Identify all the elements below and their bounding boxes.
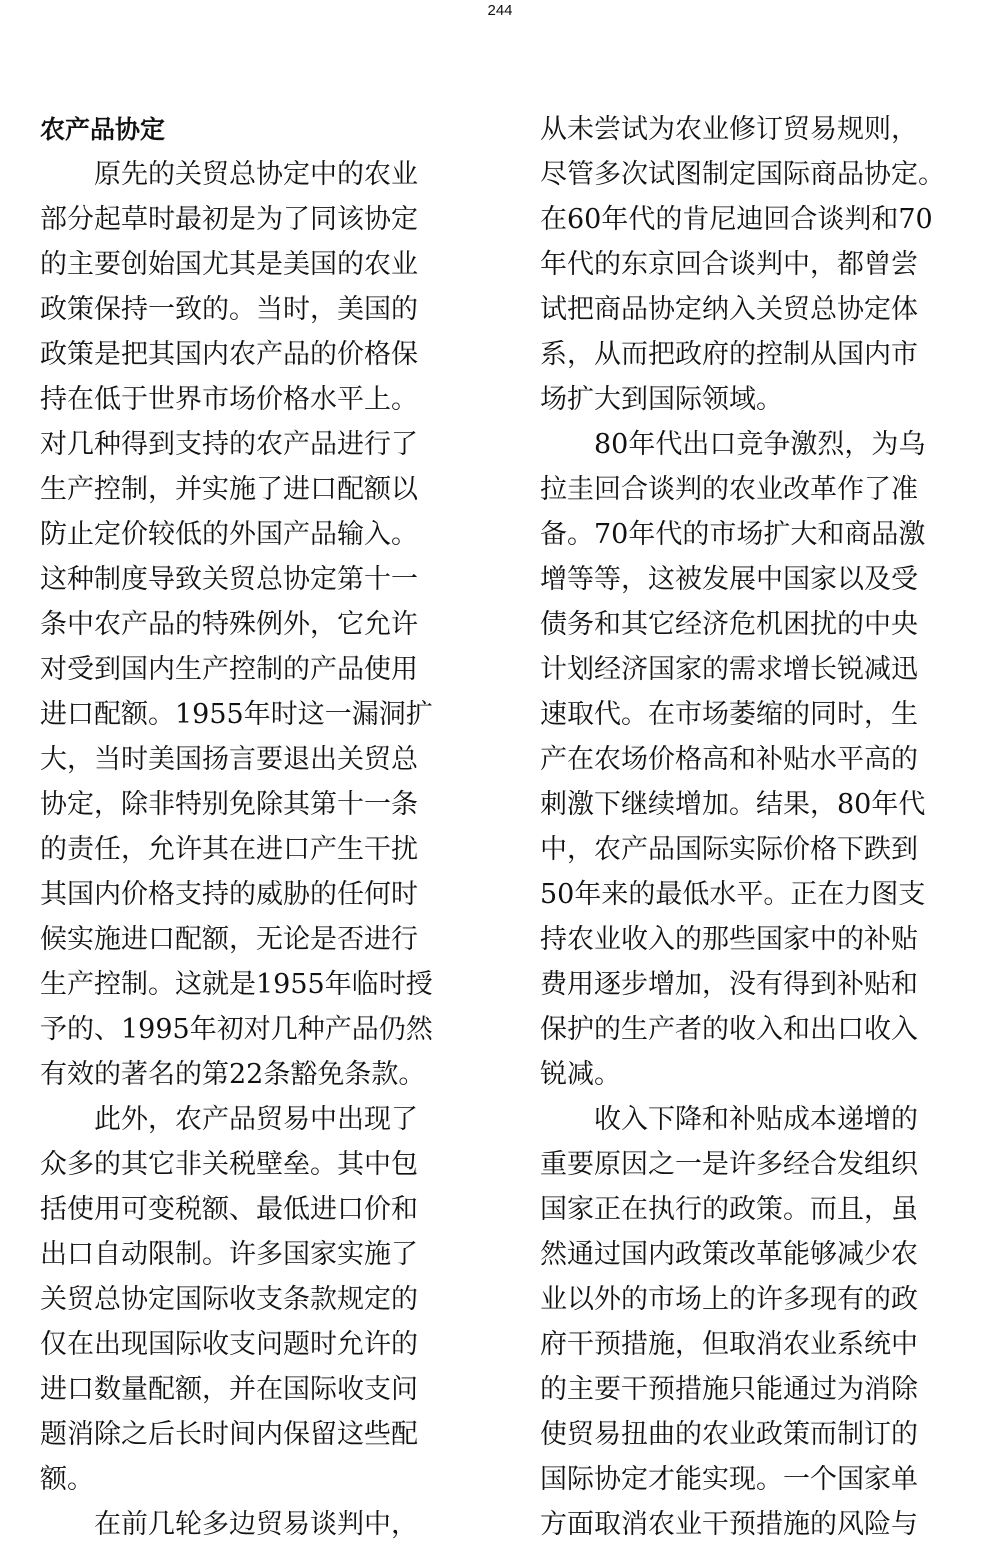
text-line: 括使用可变税额、最低进口价和 xyxy=(40,1194,418,1225)
text-line: 大，当时美国扬言要退出关贸总 xyxy=(40,744,418,775)
section-heading: 农产品协定 xyxy=(40,115,166,144)
text-line: 予的、1995年初对几种产品仍然 xyxy=(40,1014,433,1045)
text-line: 锐减。 xyxy=(540,1059,621,1090)
text-line: 部分起草时最初是为了同该协定 xyxy=(40,204,418,235)
text-line: 进口数量配额，并在国际收支问 xyxy=(40,1374,418,1405)
text-line: 使贸易扭曲的农业政策而制订的 xyxy=(540,1419,918,1450)
text-line: 在60年代的肯尼迪回合谈判和70 xyxy=(540,204,933,235)
text-line: 重要原因之一是许多经合发组织 xyxy=(540,1149,918,1180)
text-line: 生产控制。这就是1955年临时授 xyxy=(40,969,433,1000)
text-line: 持农业收入的那些国家中的补贴 xyxy=(540,924,918,955)
text-line: 场扩大到国际领域。 xyxy=(540,384,783,415)
text-line: 产在农场价格高和补贴水平高的 xyxy=(540,744,918,775)
text-line: 额。 xyxy=(40,1464,94,1495)
text-line: 政策保持一致的。当时，美国的 xyxy=(40,294,418,325)
text-line: 计划经济国家的需求增长锐减迅 xyxy=(540,654,918,685)
text-line: 的主要干预措施只能通过为消除 xyxy=(540,1374,918,1405)
text-line: 这种制度导致关贸总协定第十一 xyxy=(40,564,418,595)
text-line: 候实施进口配额，无论是否进行 xyxy=(40,924,418,955)
text-line: 中，农产品国际实际价格下跌到 xyxy=(540,834,918,865)
text-line: 业以外的市场上的许多现有的政 xyxy=(540,1284,918,1315)
text-line: 50年来的最低水平。正在力图支 xyxy=(540,879,926,910)
page-number: 244 xyxy=(487,2,513,19)
text-line: 此外，农产品贸易中出现了 xyxy=(40,1104,418,1135)
text-line: 条中农产品的特殊例外，它允许 xyxy=(40,609,418,640)
text-line: 刺激下继续增加。结果，80年代 xyxy=(540,789,926,820)
text-line: 持在低于世界市场价格水平上。 xyxy=(40,384,418,415)
text-line: 系，从而把政府的控制从国内市 xyxy=(540,339,918,370)
text-line: 的主要创始国尤其是美国的农业 xyxy=(40,249,418,280)
text-line: 协定，除非特别免除其第十一条 xyxy=(40,789,418,820)
text-line: 有效的著名的第22条豁免条款。 xyxy=(40,1059,426,1090)
text-line: 拉圭回合谈判的农业改革作了准 xyxy=(540,474,918,505)
text-line: 国家正在执行的政策。而且，虽 xyxy=(540,1194,918,1225)
text-line: 在前几轮多边贸易谈判中， xyxy=(40,1509,418,1540)
text-line: 原先的关贸总协定中的农业 xyxy=(40,159,418,190)
text-line: 备。70年代的市场扩大和商品激 xyxy=(540,519,926,550)
text-line: 费用逐步增加，没有得到补贴和 xyxy=(540,969,918,1000)
text-line: 的责任，允许其在进口产生干扰 xyxy=(40,834,418,865)
text-line: 保护的生产者的收入和出口收入 xyxy=(540,1014,918,1045)
text-line: 方面取消农业干预措施的风险与 xyxy=(540,1509,918,1540)
text-line: 对几种得到支持的农产品进行了 xyxy=(40,429,418,460)
text-line: 进口配额。1955年时这一漏洞扩 xyxy=(40,699,433,730)
text-line: 出口自动限制。许多国家实施了 xyxy=(40,1239,418,1270)
text-line: 年代的东京回合谈判中，都曾尝 xyxy=(540,249,918,280)
text-line: 对受到国内生产控制的产品使用 xyxy=(40,654,418,685)
text-line: 国际协定才能实现。一个国家单 xyxy=(540,1464,918,1495)
text-line: 然通过国内政策改革能够减少农 xyxy=(540,1239,918,1270)
text-line: 收入下降和补贴成本递增的 xyxy=(540,1104,918,1135)
text-line: 债务和其它经济危机困扰的中央 xyxy=(540,609,918,640)
text-line: 防止定价较低的外国产品输入。 xyxy=(40,519,418,550)
text-line: 生产控制，并实施了进口配额以 xyxy=(40,474,418,505)
text-line: 尽管多次试图制定国际商品协定。 xyxy=(540,159,945,190)
text-line: 政策是把其国内农产品的价格保 xyxy=(40,339,418,370)
text-line: 增等等，这被发展中国家以及受 xyxy=(540,564,918,595)
text-line: 关贸总协定国际收支条款规定的 xyxy=(40,1284,418,1315)
text-line: 试把商品协定纳入关贸总协定体 xyxy=(540,294,918,325)
text-line: 80年代出口竞争激烈，为乌 xyxy=(540,429,926,460)
text-line: 速取代。在市场萎缩的同时，生 xyxy=(540,699,918,730)
text-line: 题消除之后长时间内保留这些配 xyxy=(40,1419,418,1450)
text-line: 从未尝试为农业修订贸易规则， xyxy=(540,114,918,145)
text-line: 仅在出现国际收支问题时允许的 xyxy=(40,1329,418,1360)
right-column xyxy=(540,107,960,1547)
text-line: 府干预措施，但取消农业系统中 xyxy=(540,1329,918,1360)
text-line: 其国内价格支持的威胁的任何时 xyxy=(40,879,418,910)
text-line: 众多的其它非关税壁垒。其中包 xyxy=(40,1149,418,1180)
left-column xyxy=(40,107,450,1547)
